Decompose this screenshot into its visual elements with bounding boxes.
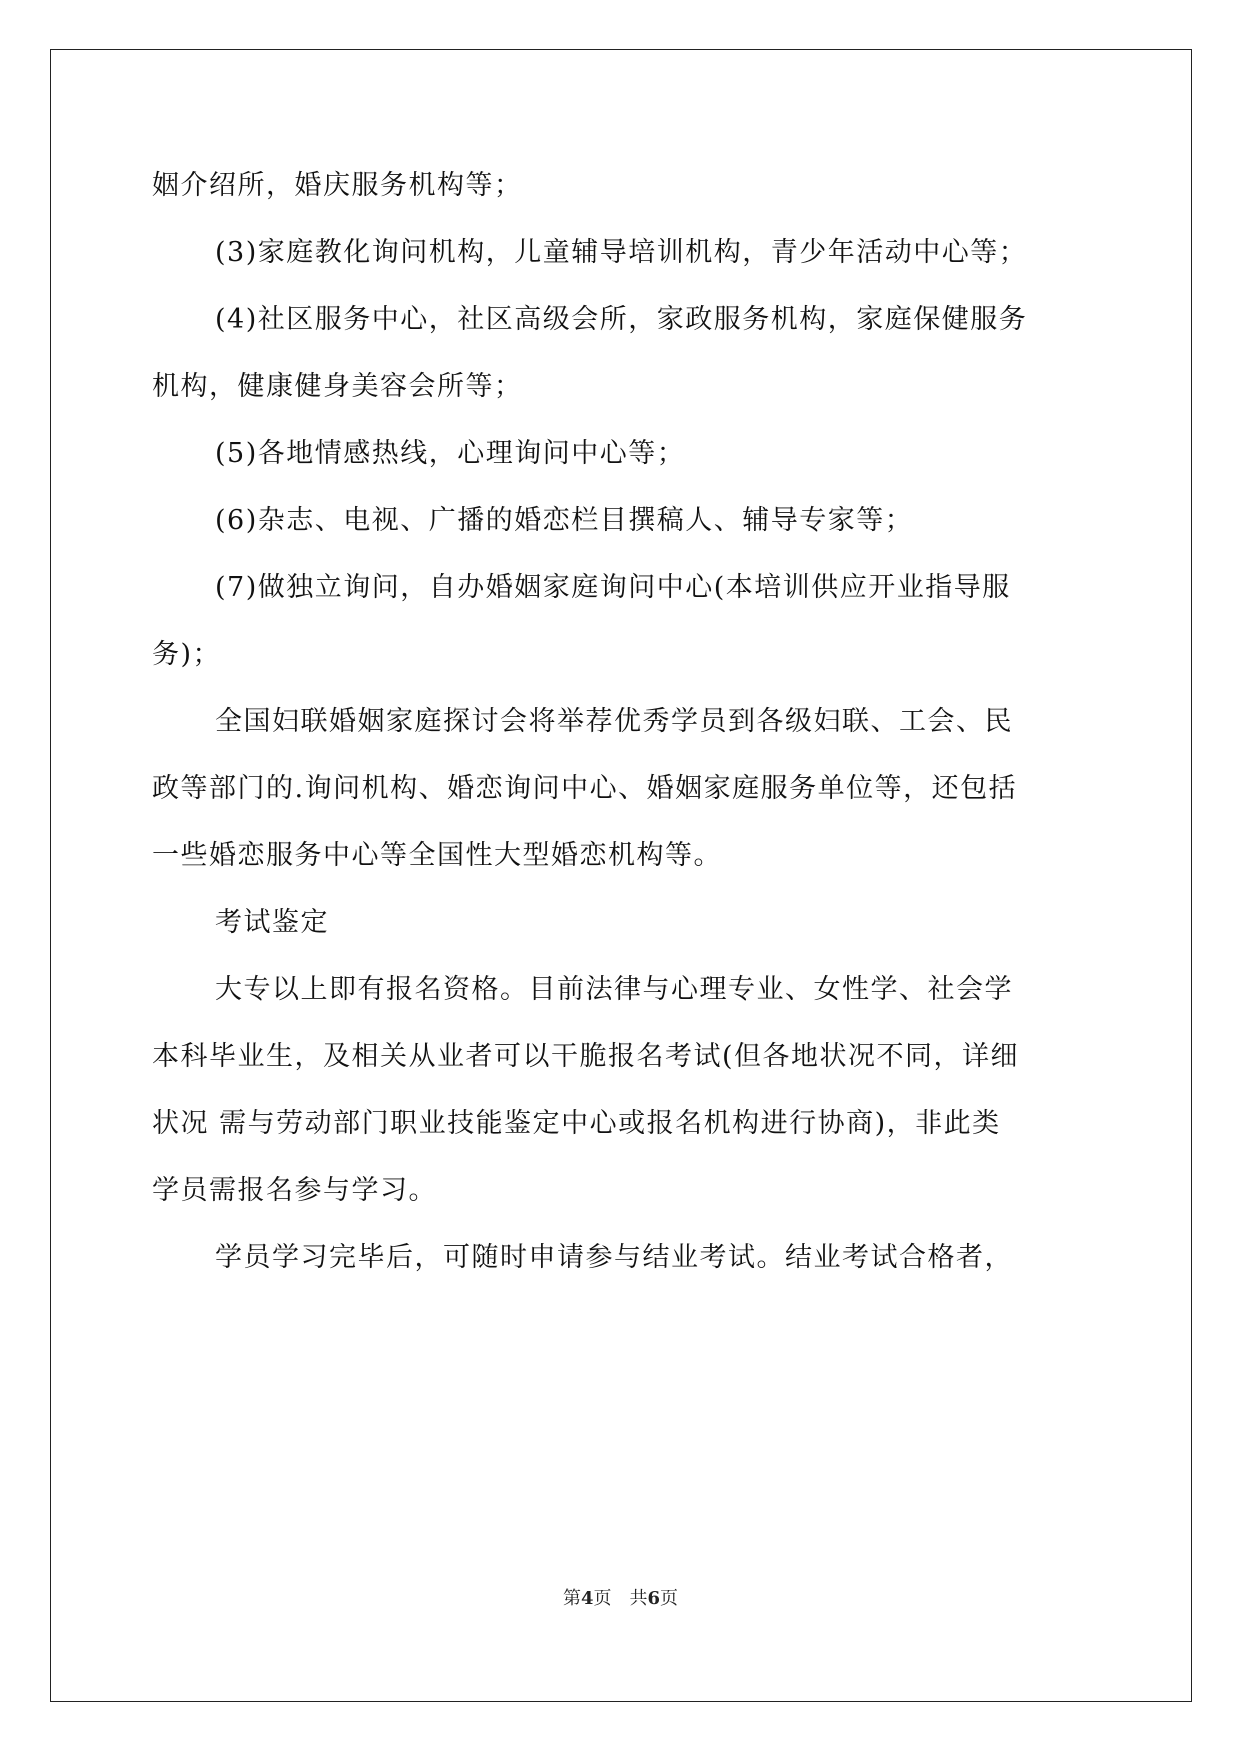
page-footer	[0, 1584, 1241, 1610]
list-item-7: (7)做独立询问，自办婚姻家庭询问中心(本培训供应开业指导服	[215, 572, 1011, 603]
text-line: 本科毕业生，及相关从业者可以干脆报名考试(但各地状况不同，详细	[152, 1041, 1020, 1072]
list-item-4: (4)社区服务中心，社区高级会所，家政服务机构，家庭保健服务	[215, 304, 1028, 335]
list-item-5: (5)各地情感热线，心理询问中心等；	[215, 438, 686, 469]
total-suffix: 页	[660, 1588, 679, 1609]
text-line: 机构，健康健身美容会所等；	[152, 371, 523, 402]
text-line: 姻介绍所，婚庆服务机构等；	[152, 170, 523, 201]
total-pages: 6	[647, 1588, 661, 1609]
text-line: 学员需报名参与学习。	[152, 1175, 437, 1206]
section-heading: 考试鉴定	[215, 907, 329, 938]
paragraph-start: 大专以上即有报名资格。目前法律与心理专业、女性学、社会学	[215, 974, 1013, 1005]
page-prefix: 第	[562, 1588, 581, 1609]
text-line: 一些婚恋服务中心等全国性大型婚恋机构等。	[152, 840, 722, 871]
paragraph-start: 学员学习完毕后，可随时申请参与结业考试。结业考试合格者，	[215, 1242, 1013, 1273]
text-line: 状况 需与劳动部门职业技能鉴定中心或报名机构进行协商)，非此类	[152, 1108, 1001, 1139]
list-item-3: (3)家庭教化询问机构，儿童辅导培训机构，青少年活动中心等；	[215, 237, 1028, 268]
paragraph-start: 全国妇联婚姻家庭探讨会将举荐优秀学员到各级妇联、工会、民	[215, 706, 1013, 737]
list-item-6: (6)杂志、电视、广播的婚恋栏目撰稿人、辅导专家等；	[215, 505, 914, 536]
page-border	[50, 49, 1192, 1702]
page-suffix: 页	[593, 1588, 612, 1609]
text-line: 务)；	[152, 639, 222, 670]
total-prefix: 共	[629, 1588, 648, 1609]
page-number: 4	[580, 1588, 594, 1609]
text-line: 政等部门的.询问机构、婚恋询问中心、婚姻家庭服务单位等，还包括	[152, 773, 1018, 804]
